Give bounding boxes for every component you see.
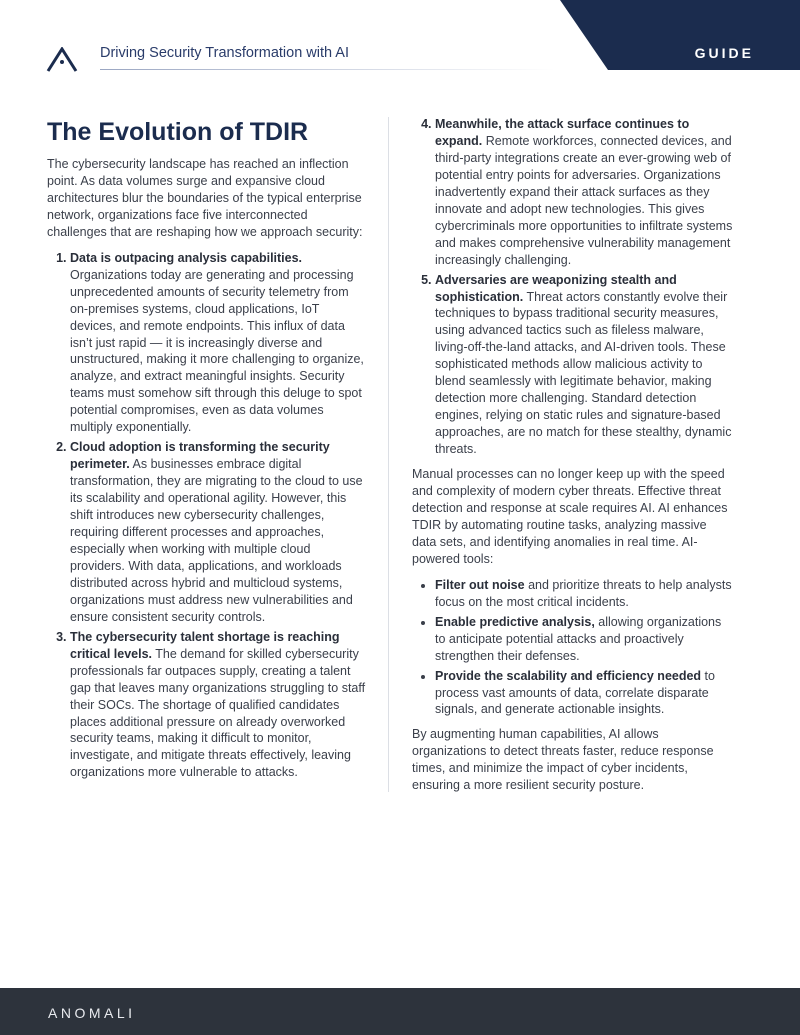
tool-item bbox=[435, 668, 734, 719]
challenge-body: The demand for skilled cybersecurity professionals far outpaces supply, creating a talent gap that leaves many organizations struggling to staff their SOCs. The shortage of qualified candidates places additional pressure on already overworked security teams, making it difficult to monitor, investigate, and mitigate threats effectively, leaving organizations more vulnerable to attacks. bbox=[70, 646, 366, 780]
tool-item bbox=[435, 614, 734, 665]
challenge-body: As businesses embrace digital transformation, they are migrating to the cloud to use its scalability and operational agility. However, this shift introduces new cybersecurity challenges, requiring different processes and approaches, especially when working with multiple cloud providers. With data, applications, and workloads distributed across hybrid and multicloud systems, organizations must address new vulnerabilities and ensure consistent security controls. bbox=[70, 457, 363, 624]
left-column bbox=[47, 116, 367, 784]
challenge-lead: Adversaries are weaponizing stealth and sophistication. bbox=[435, 272, 677, 304]
tool-body: to process vast amounts of data, correlate disparate signals, and generate actionable insights. bbox=[435, 668, 715, 717]
anomali-a-icon bbox=[46, 47, 78, 73]
challenge-body: Threat actors constantly evolve their techniques to bypass traditional security measures, using advanced tactics such as fileless malware, living-off-the-land attacks, and AI-driven tools. These sophisticated methods allow malicious activity to blend seamlessly with legitimate behavior, making detection more challenging. Standard detection engines, relying on static rules and signature-based approaches, are no match for these stealthy, dynamic threats. bbox=[435, 289, 732, 457]
challenge-item bbox=[70, 629, 367, 782]
challenge-item bbox=[435, 272, 734, 458]
page-title: The Evolution of TDIR bbox=[47, 118, 309, 146]
tool-body: and prioritize threats to help analysts focus on the most critical incidents. bbox=[435, 577, 732, 609]
challenge-item bbox=[435, 116, 734, 269]
ai-tools-list bbox=[412, 577, 734, 719]
header-divider bbox=[100, 69, 555, 70]
header-corner-banner bbox=[560, 0, 800, 70]
tool-lead: Filter out noise bbox=[435, 577, 525, 592]
closing-paragraph: By augmenting human capabilities, AI allows organizations to detect threats faster, reduce response times, and minimize the impact of cyber incidents, ensuring a more resilient security posture. bbox=[412, 727, 714, 793]
challenge-lead: Cloud adoption is transforming the security perimeter. bbox=[70, 440, 330, 472]
challenge-body: Organizations today are generating and processing unprecedented amounts of security telemetry from on-premises systems, cloud applications, IoT devices, and remote endpoints. This influx of data isn’t just rapid — it is increasingly diverse and unstructured, making it more challenging to organize, analyze, and extract meaningful insights. Security teams must somehow sift through this deluge to spot potential compromises, even as data volumes multiply exponentially. bbox=[70, 267, 364, 435]
manual-processes-paragraph: Manual processes can no longer keep up with the speed and complexity of modern cyber threats. Effective threat detection and response at scale requires AI. AI enhances TDIR by automating routine tasks, analyzing massive data sets, and identifying anomalies in real time. AI-powered tools: bbox=[412, 467, 728, 566]
challenges-list bbox=[47, 250, 367, 782]
challenge-item bbox=[70, 439, 367, 625]
challenge-lead: Meanwhile, the attack surface continues to expand. bbox=[435, 117, 690, 148]
challenge-lead: Data is outpacing analysis capabilities. bbox=[70, 250, 303, 265]
intro-paragraph: The cybersecurity landscape has reached an inflection point. As data volumes surge and expansive cloud architectures blur the boundaries of the typical enterprise network, organizations face five interconnected challenges that are reshaping how we approach security: bbox=[47, 157, 363, 239]
tool-lead: Provide the scalability and efficiency needed bbox=[435, 668, 702, 683]
challenge-lead: The cybersecurity talent shortage is reaching critical levels. bbox=[70, 629, 340, 661]
tool-lead: Enable predictive analysis, bbox=[435, 614, 595, 629]
tool-item bbox=[435, 577, 734, 611]
column-divider bbox=[388, 117, 389, 792]
footer-logo: ANOMALI bbox=[48, 1005, 136, 1021]
challenge-body: Remote workforces, connected devices, and third-party integrations create an ever-growing web of potential entry points for adversaries. Organizations inadvertently expand their attack surfaces as they innovate and adopt new technologies. This gives cybercriminals more opportunities to infiltrate systems and makes comprehensive vulnerability management increasingly challenging. bbox=[435, 133, 733, 267]
guide-tag: GUIDE bbox=[694, 45, 754, 61]
challenge-item bbox=[70, 250, 367, 436]
right-column bbox=[412, 116, 734, 803]
footer-bar bbox=[0, 988, 800, 1035]
tool-body: allowing organizations to anticipate potential attacks and proactively strengthen their defenses. bbox=[435, 614, 722, 663]
challenges-list-continued bbox=[412, 116, 734, 458]
header-title: Driving Security Transformation with AI bbox=[100, 45, 350, 61]
